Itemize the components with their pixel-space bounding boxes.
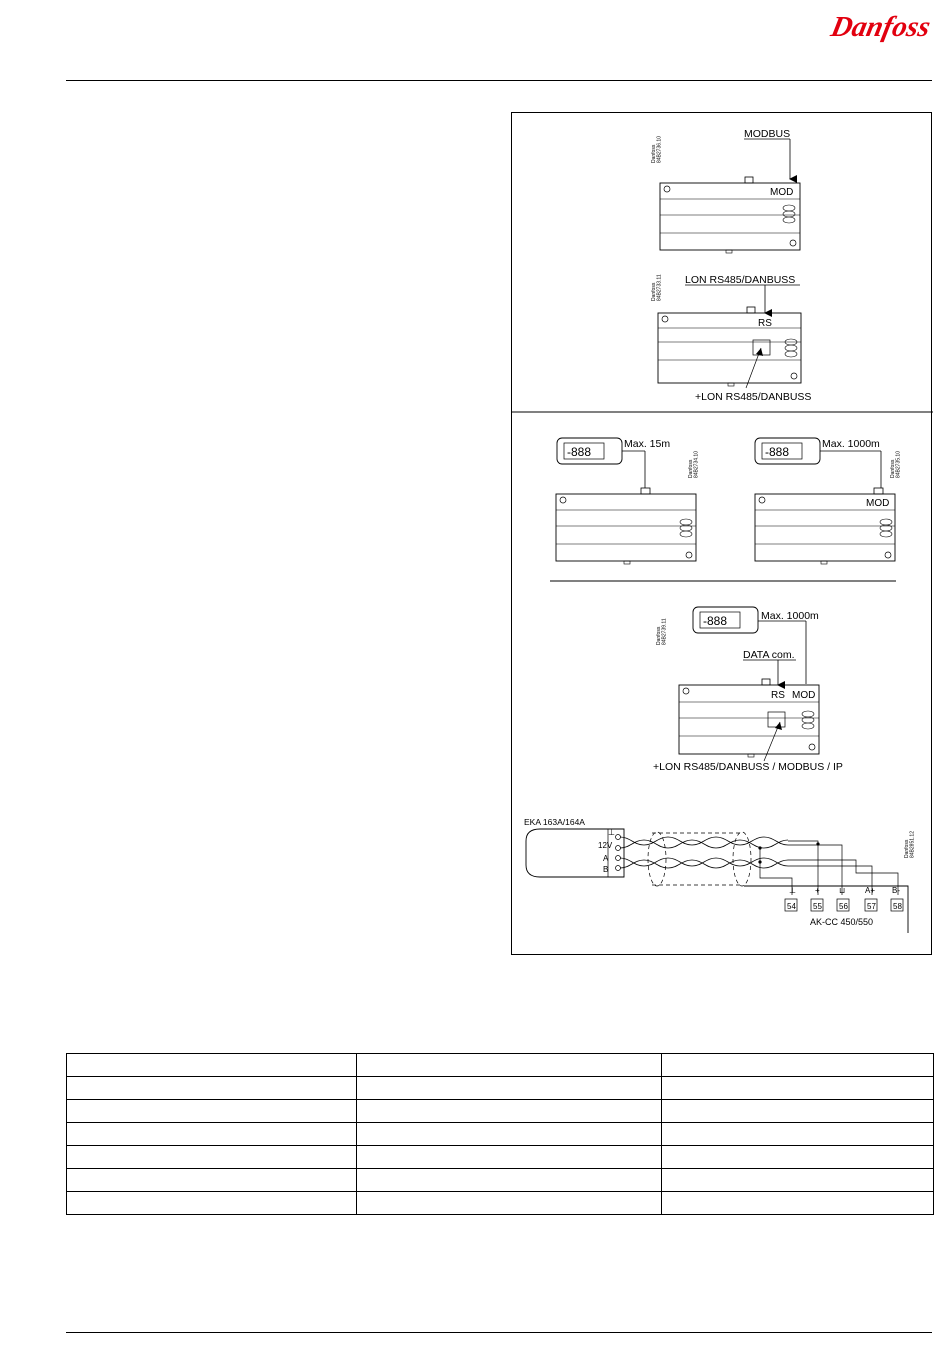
pin-label: A xyxy=(603,854,609,863)
table-cell xyxy=(357,1077,662,1100)
terminal-symbol: A+ xyxy=(865,886,876,895)
table-row xyxy=(67,1100,934,1123)
display-readout: -888 xyxy=(765,445,790,459)
lon-figure xyxy=(651,274,811,403)
lon-option-label: +LON RS485/DANBUSS xyxy=(695,391,812,403)
device-label: EKA 163A/164A xyxy=(524,817,585,827)
table-cell xyxy=(67,1054,357,1077)
table-cell xyxy=(67,1146,357,1169)
table-row xyxy=(67,1077,934,1100)
table-cell xyxy=(357,1100,662,1123)
table-cell xyxy=(357,1146,662,1169)
terminal-symbol: + xyxy=(815,886,820,895)
terminal-number: 55 xyxy=(813,902,822,911)
table-cell xyxy=(662,1192,934,1215)
pin-label: ⊥ xyxy=(608,828,615,837)
display-local-figure xyxy=(556,438,700,564)
table-cell xyxy=(662,1146,934,1169)
table-cell xyxy=(67,1077,357,1100)
port-label: RS xyxy=(758,318,772,329)
table-cell xyxy=(67,1192,357,1215)
port-label: MOD xyxy=(770,187,794,198)
table-cell xyxy=(662,1123,934,1146)
combined-option-label: +LON RS485/DANBUSS / MODBUS / IP xyxy=(653,761,843,773)
figure-code: Danfoss84B2733.11 xyxy=(651,274,663,301)
port-rs-label: RS xyxy=(771,690,785,701)
table-cell xyxy=(662,1169,934,1192)
terminal-symbol: B- xyxy=(892,886,900,895)
wiring-figure xyxy=(524,817,916,933)
table-cell xyxy=(357,1123,662,1146)
logo-wordmark: Danfoss xyxy=(828,11,934,43)
table-cell xyxy=(662,1077,934,1100)
terminal-number: 57 xyxy=(867,902,876,911)
table-row xyxy=(67,1054,934,1077)
display-readout: -888 xyxy=(703,614,728,628)
terminal-number: 56 xyxy=(839,902,848,911)
table-row xyxy=(67,1169,934,1192)
distance-label: Max. 1000m xyxy=(761,610,819,622)
lon-label: LON RS485/DANBUSS xyxy=(685,274,796,286)
terminal-symbol: ⊔ xyxy=(839,886,846,895)
data-table xyxy=(66,1053,934,1215)
header-rule xyxy=(66,80,932,81)
data-com-label: DATA com. xyxy=(743,649,795,661)
distance-label: Max. 15m xyxy=(624,438,671,450)
controller-module xyxy=(658,313,801,383)
option-slot xyxy=(768,712,785,727)
terminal-symbol: ⊥ xyxy=(789,886,796,895)
table-cell xyxy=(67,1169,357,1192)
table-cell xyxy=(67,1100,357,1123)
figure-code: Danfoss84B2851.12 xyxy=(904,831,916,858)
footer-rule xyxy=(66,1332,932,1333)
table-body xyxy=(67,1054,934,1215)
display-readout: -888 xyxy=(567,445,592,459)
table-row xyxy=(67,1123,934,1146)
combined-figure xyxy=(653,607,843,773)
display-remote-figure xyxy=(755,438,902,564)
figure-code: Danfoss84B2735.10 xyxy=(890,451,902,478)
pin-label: 12V xyxy=(598,841,613,850)
modbus-label: MODBUS xyxy=(744,128,791,140)
table-row xyxy=(67,1146,934,1169)
figure-code: Danfoss84B2734.10 xyxy=(688,451,700,478)
table-cell xyxy=(357,1054,662,1077)
distance-label: Max. 1000m xyxy=(822,438,880,450)
terminal-number: 58 xyxy=(893,902,902,911)
table-row xyxy=(67,1192,934,1215)
controller-label: AK-CC 450/550 xyxy=(810,917,874,927)
pin-label: B xyxy=(603,865,609,874)
controller-module xyxy=(556,494,696,561)
figure-code: Danfoss84B2739.11 xyxy=(656,618,668,645)
connection-figure-panel xyxy=(511,112,932,955)
port-mod-label: MOD xyxy=(792,690,816,701)
table-cell xyxy=(357,1192,662,1215)
table-cell xyxy=(662,1100,934,1123)
port-label: MOD xyxy=(866,498,890,509)
figure-code: Danfoss84B2736.10 xyxy=(651,136,663,163)
table-cell xyxy=(67,1123,357,1146)
table-cell xyxy=(662,1054,934,1077)
modbus-figure xyxy=(651,128,800,253)
danfoss-logo xyxy=(826,6,934,46)
terminal-number: 54 xyxy=(787,902,796,911)
table-cell xyxy=(357,1169,662,1192)
